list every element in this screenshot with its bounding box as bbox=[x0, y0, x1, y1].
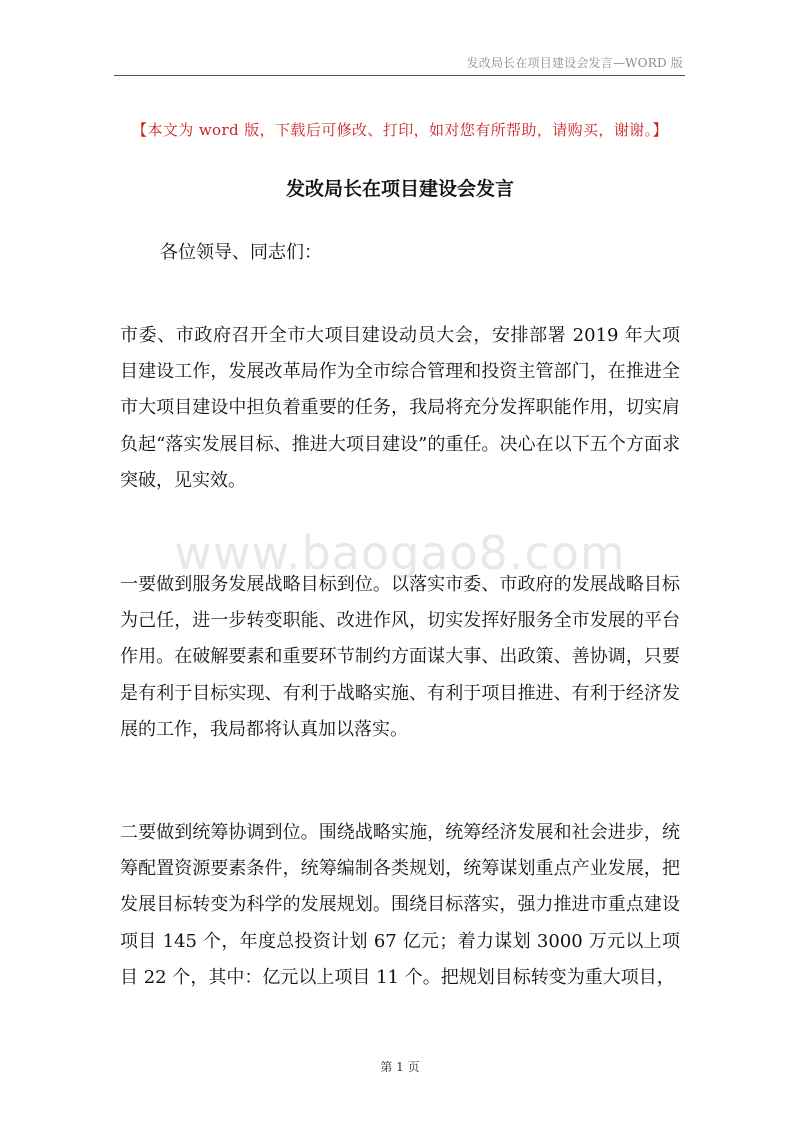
paragraph-point-two: 二要做到统筹协调到位。围绕战略实施，统筹经济发展和社会进步，统筹配置资源要素条件，统筹编制各类规划，统筹谋划重点产业发展，把发展目标转变为科学的发展规划。围绕目标落实，强力推进市重点建设项目 145 个，年度总投资计划 67 亿元；着力谋划 3000 万元以上项目 22 个，其中：亿元以上项目 11 个。把规划目标转变为重大项目， bbox=[120, 822, 680, 988]
page-number: 第 1 页 bbox=[380, 1060, 420, 1074]
site-watermark: www.baogao8.com bbox=[174, 526, 626, 580]
greeting: 各位领导、同志们： bbox=[160, 242, 322, 263]
download-notice: 【本文为 word 版，下载后可修改、打印，如对您有所帮助，请购买，谢谢。】 bbox=[132, 121, 668, 139]
header-divider bbox=[114, 75, 685, 76]
running-header: 发改局长在项目建设会发言—WORD 版 bbox=[466, 56, 683, 70]
document-title: 发改局长在项目建设会发言 bbox=[285, 178, 514, 200]
paragraph-point-one: 一要做到服务发展战略目标到位。以落实市委、市政府的发展战略目标为己任，进一步转变职能、改进作风，切实发挥好服务全市发展的平台作用。在破解要素和重要环节制约方面谋大事、出政策、善协调，只要是有利于目标实现、有利于战略实施、有利于项目推进、有利于经济发展的工作，我局都将认真加以落实。 bbox=[120, 574, 680, 740]
paragraph-intro: 市委、市政府召开全市大项目建设动员大会，安排部署 2019 年大项目建设工作，发展改革局作为全市综合管理和投资主管部门，在推进全市大项目建设中担负着重要的任务，我局将充分发挥职能作用，切实肩负起“落实发展目标、推进大项目建设”的重任。决心在以下五个方面求突破，见实效。 bbox=[120, 325, 680, 491]
